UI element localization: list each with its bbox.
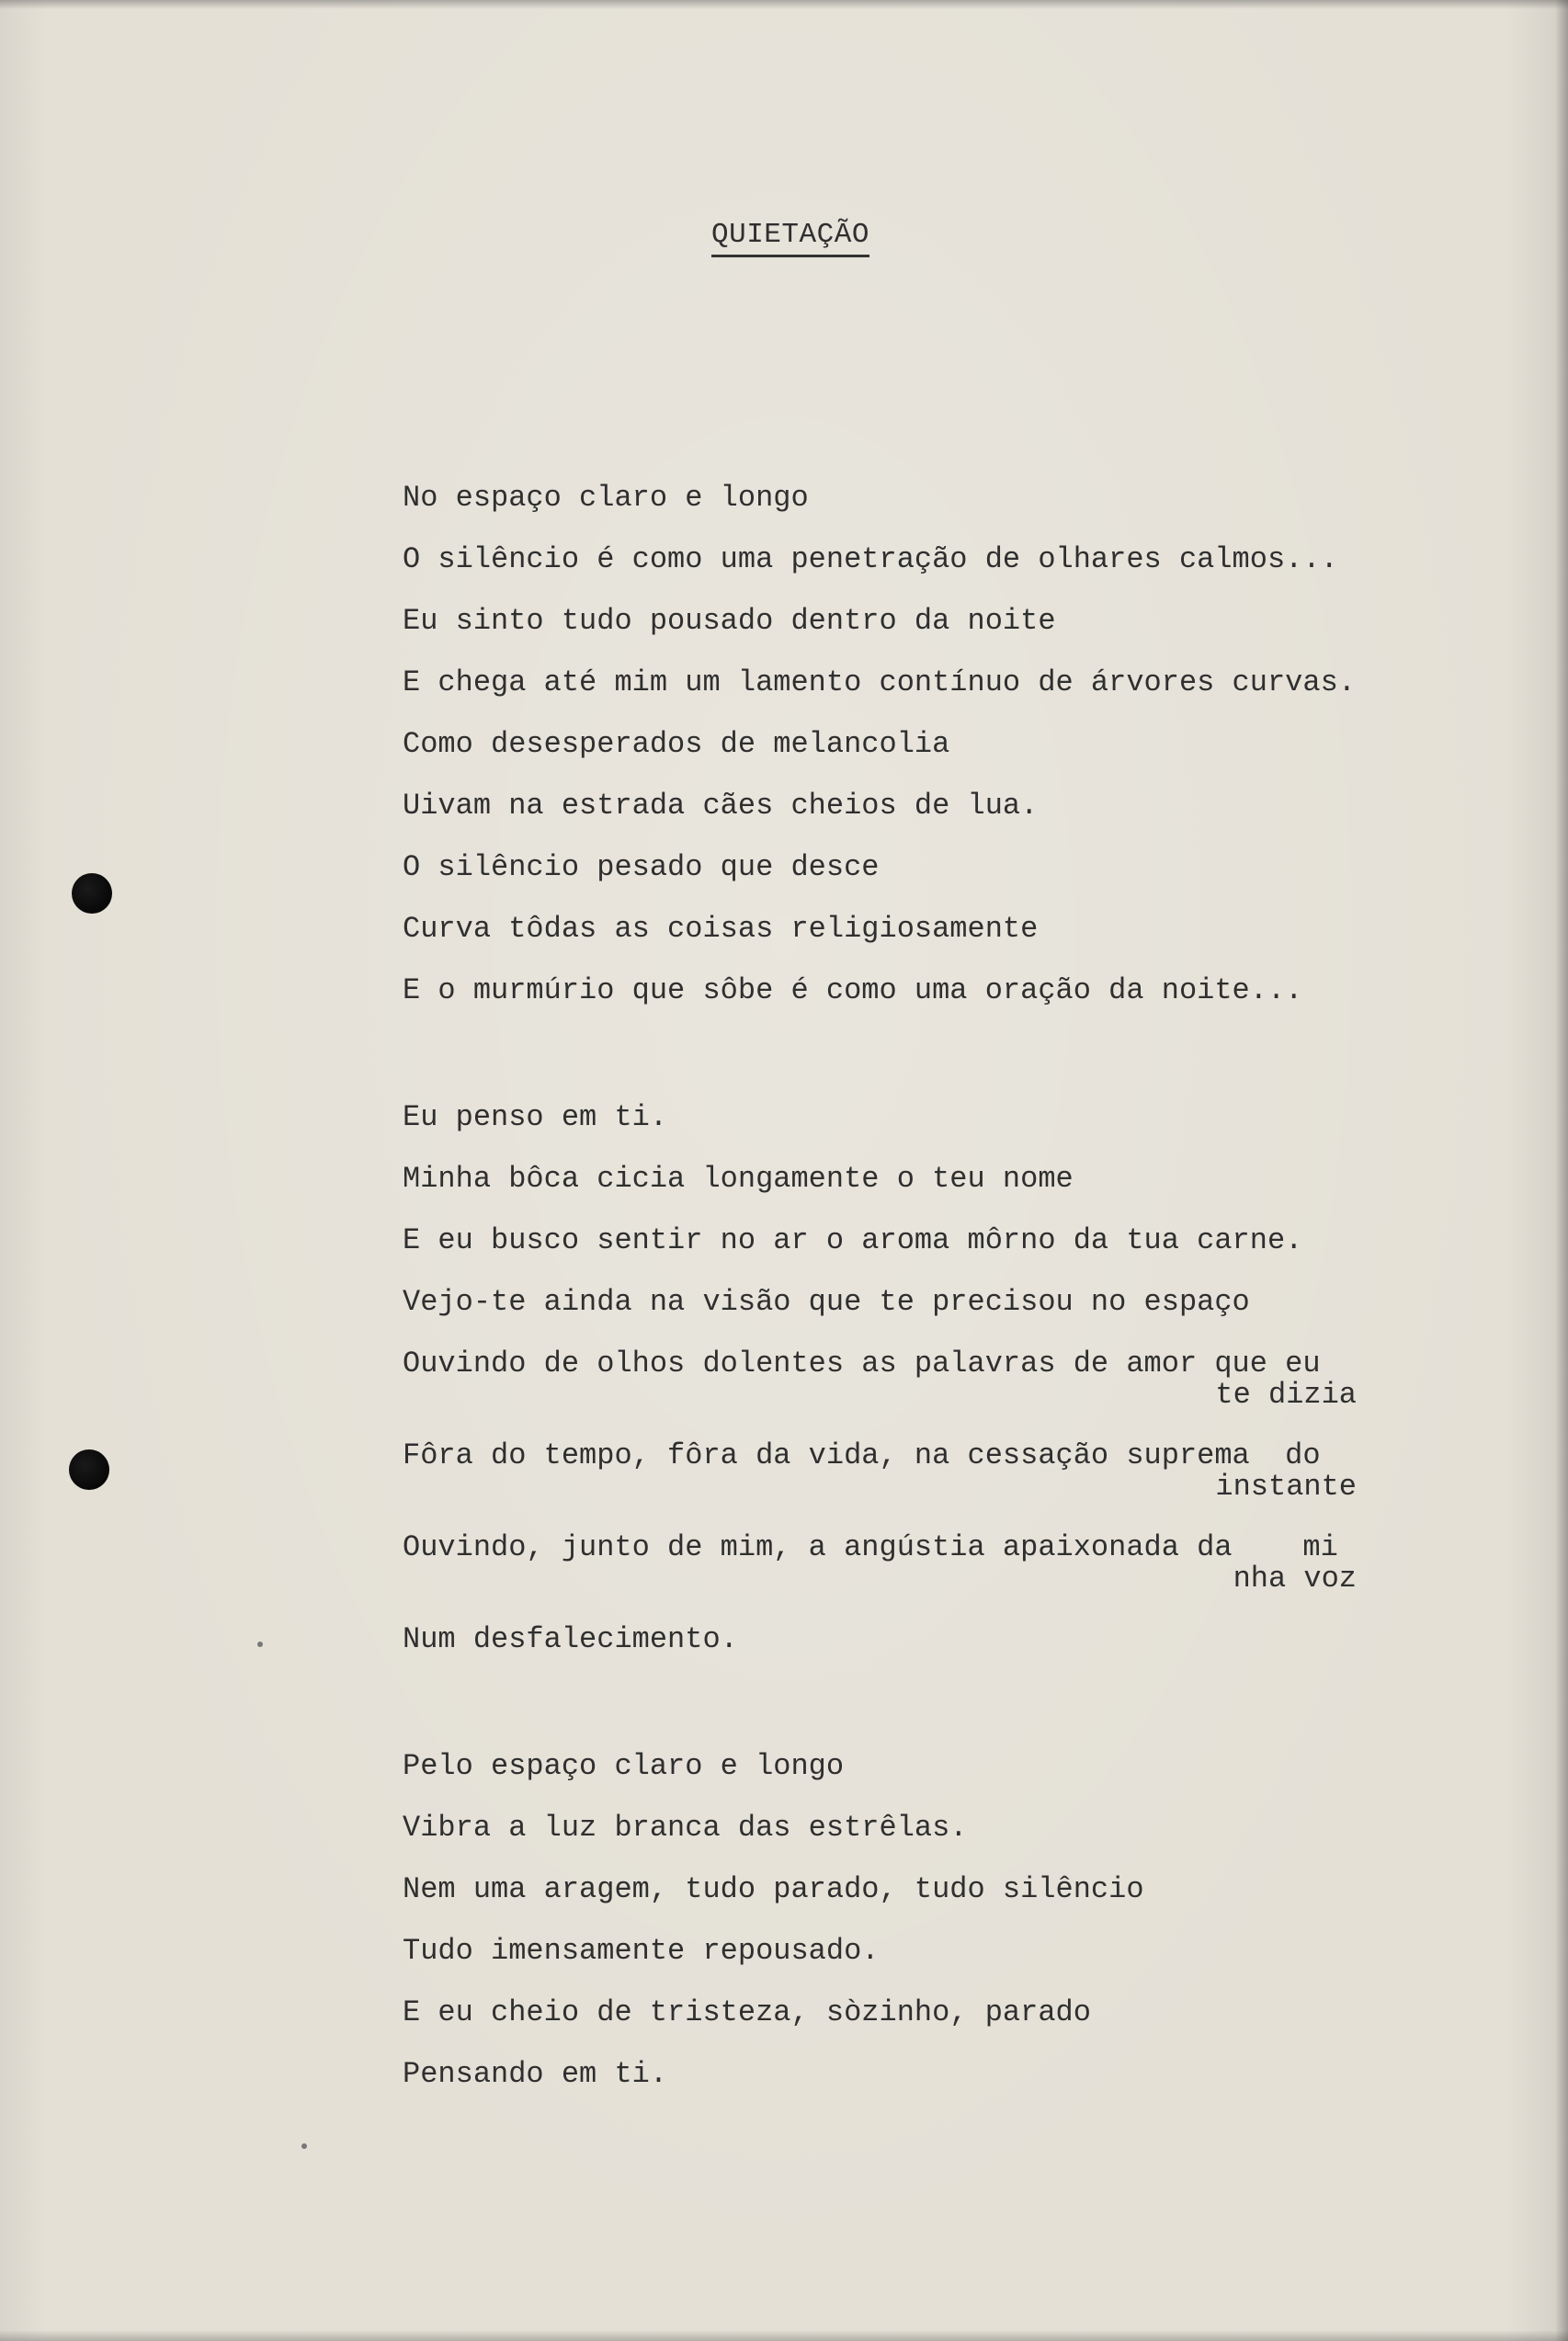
poem-line-text: E eu busco sentir no ar o aroma môrno da tua carne. [403, 1223, 1303, 1257]
poem-line-text: Ouvindo de olhos dolentes as palavras de amor que eu [403, 1347, 1321, 1381]
paper-speck [301, 2143, 307, 2149]
poem-line [403, 775, 1487, 836]
paper-speck [257, 1642, 263, 1647]
poem-line [403, 898, 1487, 960]
poem-line [403, 1797, 1487, 1858]
poem-line-text: Vibra a luz branca das estrêlas. [403, 1811, 968, 1845]
punch-hole-upper [72, 873, 112, 914]
poem-line [403, 836, 1487, 898]
poem-line [403, 590, 1487, 652]
poem-line [403, 1210, 1487, 1271]
poem-line [403, 1920, 1487, 1982]
poem-line [403, 2043, 1487, 2105]
poem-line [403, 713, 1487, 775]
poem-line [403, 1517, 1487, 1608]
punch-hole-lower [69, 1449, 109, 1490]
poem-line [403, 1271, 1487, 1333]
poem-line-text: Fôra do tempo, fôra da vida, na cessação suprema do [403, 1438, 1321, 1472]
poem-line-text: O silêncio é como uma penetração de olhares calmos... [403, 542, 1338, 576]
poem-line [403, 1858, 1487, 1920]
poem-line-text: E eu cheio de tristeza, sòzinho, parado [403, 1995, 1091, 2029]
stanza [403, 1735, 1487, 2105]
poem-line-text: Eu sinto tudo pousado dentro da noite [403, 604, 1056, 638]
poem-line [403, 1982, 1487, 2043]
poem-line-continuation: instante [1215, 1470, 1357, 1504]
stanza [403, 467, 1487, 1021]
poem-line [403, 467, 1487, 528]
poem-line-text: Eu penso em ti. [403, 1100, 668, 1134]
poem-line-text: E o murmúrio que sôbe é como uma oração da noite... [403, 973, 1303, 1007]
stanza [403, 1086, 1487, 1670]
poem-line-continuation: te dizia [1215, 1378, 1357, 1412]
poem-line [403, 1735, 1487, 1797]
page-edge-top [0, 0, 1568, 9]
poem-line [403, 960, 1487, 1021]
poem-line [403, 1148, 1487, 1210]
poem-title: QUIETAÇÃO [711, 219, 869, 257]
poem-line-text: Num desfalecimento. [403, 1622, 738, 1656]
poem-line-text: Vejo-te ainda na visão que te precisou no espaço [403, 1285, 1250, 1319]
poem-line-text: Pelo espaço claro e longo [403, 1749, 845, 1783]
page-edge-bottom [0, 2330, 1568, 2341]
poem-line-text: No espaço claro e longo [403, 481, 809, 515]
poem-line [403, 528, 1487, 590]
poem-body [403, 467, 1487, 2105]
poem-line-continuation: nha voz [1233, 1562, 1357, 1596]
poem-line [403, 652, 1487, 713]
poem-line-text: Como desesperados de melancolia [403, 727, 950, 761]
poem-line-text: Nem uma aragem, tudo parado, tudo silêncio [403, 1872, 1144, 1906]
poem-line [403, 1425, 1487, 1517]
poem-line-text: Uivam na estrada cães cheios de lua. [403, 789, 1039, 823]
poem-line-text: Pensando em ti. [403, 2057, 668, 2091]
poem-line-text: Minha bôca cicia longamente o teu nome [403, 1162, 1074, 1196]
page-edge-right [1555, 0, 1568, 2341]
poem-line-text: E chega até mim um lamento contínuo de árvores curvas. [403, 665, 1356, 699]
poem-line [403, 1608, 1487, 1670]
poem-line-text: O silêncio pesado que desce [403, 850, 880, 884]
poem-line [403, 1086, 1487, 1148]
poem-line [403, 1333, 1487, 1425]
poem-line-text: Tudo imensamente repousado. [403, 1934, 880, 1968]
poem-line-text: Ouvindo, junto de mim, a angústia apaixonada da mi [403, 1530, 1338, 1564]
poem-line-text: Curva tôdas as coisas religiosamente [403, 912, 1039, 946]
